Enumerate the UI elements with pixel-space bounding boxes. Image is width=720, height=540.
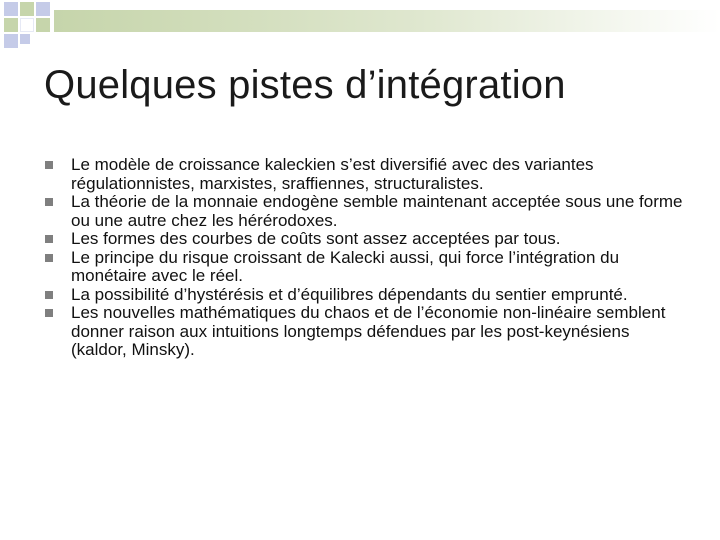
bullet-item (44, 156, 684, 193)
bullet-square-icon (45, 198, 53, 206)
deco-square (4, 18, 18, 32)
bullet-item (44, 193, 684, 230)
deco-square (20, 2, 34, 16)
bullet-text: Les nouvelles mathématiques du chaos et de l’économie non-linéaire semblent donner raison aux intuitions longtemps défendues par les post-keynésiens (kaldor, Minsky). (71, 303, 666, 359)
bullet-square-icon (45, 291, 53, 299)
bullet-text: Le modèle de croissance kaleckien s’est diversifié avec des variantes régulationnistes, marxistes, sraffiennes, structuralistes. (71, 155, 594, 193)
deco-square (4, 2, 18, 16)
bullet-square-icon (45, 161, 53, 169)
header-decoration (0, 0, 720, 50)
bullet-text: La théorie de la monnaie endogène semble maintenant acceptée sous une forme ou une autre chez les hérérodoxes. (71, 192, 683, 230)
slide-title: Quelques pistes d’intégration (44, 63, 566, 107)
deco-square (20, 18, 34, 32)
bullet-text: Le principe du risque croissant de Kalecki aussi, qui force l’intégration du monétaire avec le réel. (71, 247, 620, 285)
bullet-square-icon (45, 309, 53, 317)
bullet-item (44, 304, 684, 360)
bullet-list (44, 156, 684, 360)
bullet-item (44, 249, 684, 286)
bullet-text: Les formes des courbes de coûts sont assez acceptées par tous. (71, 229, 561, 248)
deco-square (20, 34, 30, 44)
bullet-item (44, 230, 684, 249)
deco-square (36, 2, 50, 16)
deco-square (36, 18, 50, 32)
bullet-square-icon (45, 235, 53, 243)
bullet-square-icon (45, 254, 53, 262)
deco-square (4, 34, 18, 48)
header-bar (54, 10, 720, 32)
bullet-text: La possibilité d’hystérésis et d’équilibres dépendants du sentier emprunté. (71, 284, 628, 304)
bullet-item (44, 286, 684, 305)
